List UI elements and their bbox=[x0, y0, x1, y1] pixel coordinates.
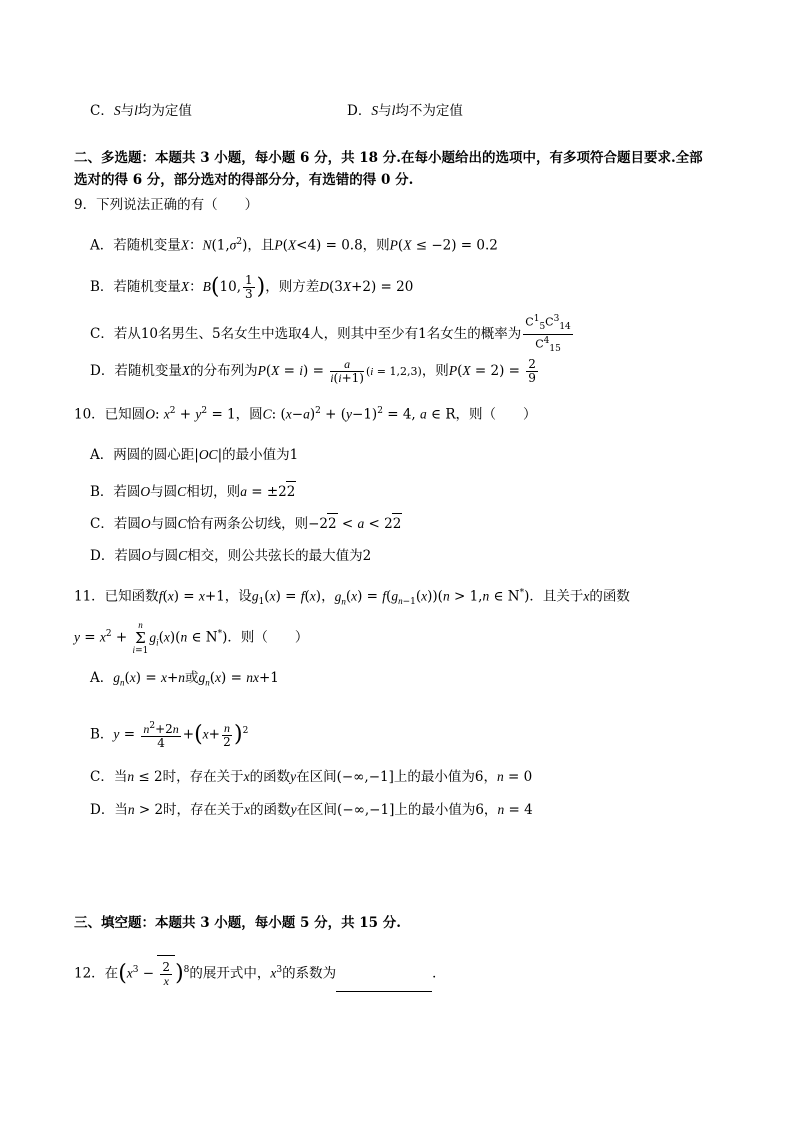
section-2-heading: 二、多选题：本题共 3 小题，每小题 6 分，共 18 分.在每小题给出的选项中，有多项符合题目要求.全部 bbox=[74, 150, 703, 166]
option-d-prev: D．S与l均不为定值 bbox=[347, 103, 463, 119]
answer-blank[interactable] bbox=[336, 977, 432, 992]
q10-option-a: A．两圆的圆心距|OC|的最小值为1 bbox=[90, 447, 299, 463]
q12-stem: 12．在($x^3$ − $\frac{2}{x}$ )$^8$的展开式中，$x^3$的系数为 ． bbox=[74, 952, 446, 988]
section-3-heading: 三、填空题：本题共 3 小题，每小题 5 分，共 15 分. bbox=[74, 915, 401, 931]
q10-option-c: C．若圆O与圆C恰有两条公切线，则−22 < a < 22 bbox=[90, 513, 402, 534]
q9-option-c: C．若从10名男生、5名女生中选取4人，则其中至少有1名女生的概率为 $\frac{C^1_5C^3_{14}}{C^4_{15}}$ bbox=[90, 314, 571, 354]
q9-option-d: D．若随机变量X的分布列为P(X = i) = $\frac{a}{i(i+1)}$ (i = 1,2,3)，则P(X = 2) = $\frac{2}{9}$ bbox=[90, 357, 536, 385]
q10-option-b: B．若圆O与圆C相切，则a = ±22 bbox=[90, 481, 296, 502]
q10-stem: 10．已知圆O: $x^2 + y^2 = 1$，圆C: $(x-a)^2 + (y-1)^2 = 4$, a ∈ R，则（ ） bbox=[74, 406, 537, 423]
q11-option-a: A．$g_n(x) = x+n$或$g_n(x) = nx+1$ bbox=[90, 670, 279, 688]
q9-stem: 9．下列说法正确的有（ ） bbox=[74, 197, 259, 213]
q11-option-b: B．y = $\frac{n^2+2n}{4}$ +(x+ $\frac{n}{2}$ )$^2$ bbox=[90, 720, 249, 750]
q9-option-a: A．若随机变量X：$N(1,\sigma^2)$，且P(X<4) = 0.8，则P(X ≤ −2) = 0.2 bbox=[90, 237, 498, 254]
q11-option-d: D．当n > 2时，存在关于x的函数y在区间(−∞,−1]上的最小值为6，n = 4 bbox=[90, 802, 533, 818]
section-2-heading-cont: 选对的得 6 分，部分选对的得部分分，有选错的得 0 分. bbox=[74, 172, 414, 188]
q9-option-b: B．若随机变量X：B(10, $\frac{1}{3}$ )，则方差D(3X+2) = 20 bbox=[90, 273, 414, 301]
q11-stem-2: $y = x^2 + n$ Σ $i=1g_i(x)(n$ ∈ N*)．则（ ） bbox=[74, 620, 309, 656]
q11-option-c: C．当n ≤ 2时，存在关于x的函数y在区间(−∞,−1]上的最小值为6，n = 0 bbox=[90, 769, 533, 785]
option-c-prev: C．S与l均为定值 bbox=[90, 103, 192, 119]
q11-stem-1: 11．已知函数f(x) = x+1，设$g_1(x) = f(x)$，$g_n(x) = f(g_{n-1}(x))(n > 1,n$ ∈ N*)．且关于x的函数 bbox=[74, 588, 630, 608]
q10-option-d: D．若圆O与圆C相交，则公共弦长的最大值为2 bbox=[90, 548, 372, 564]
